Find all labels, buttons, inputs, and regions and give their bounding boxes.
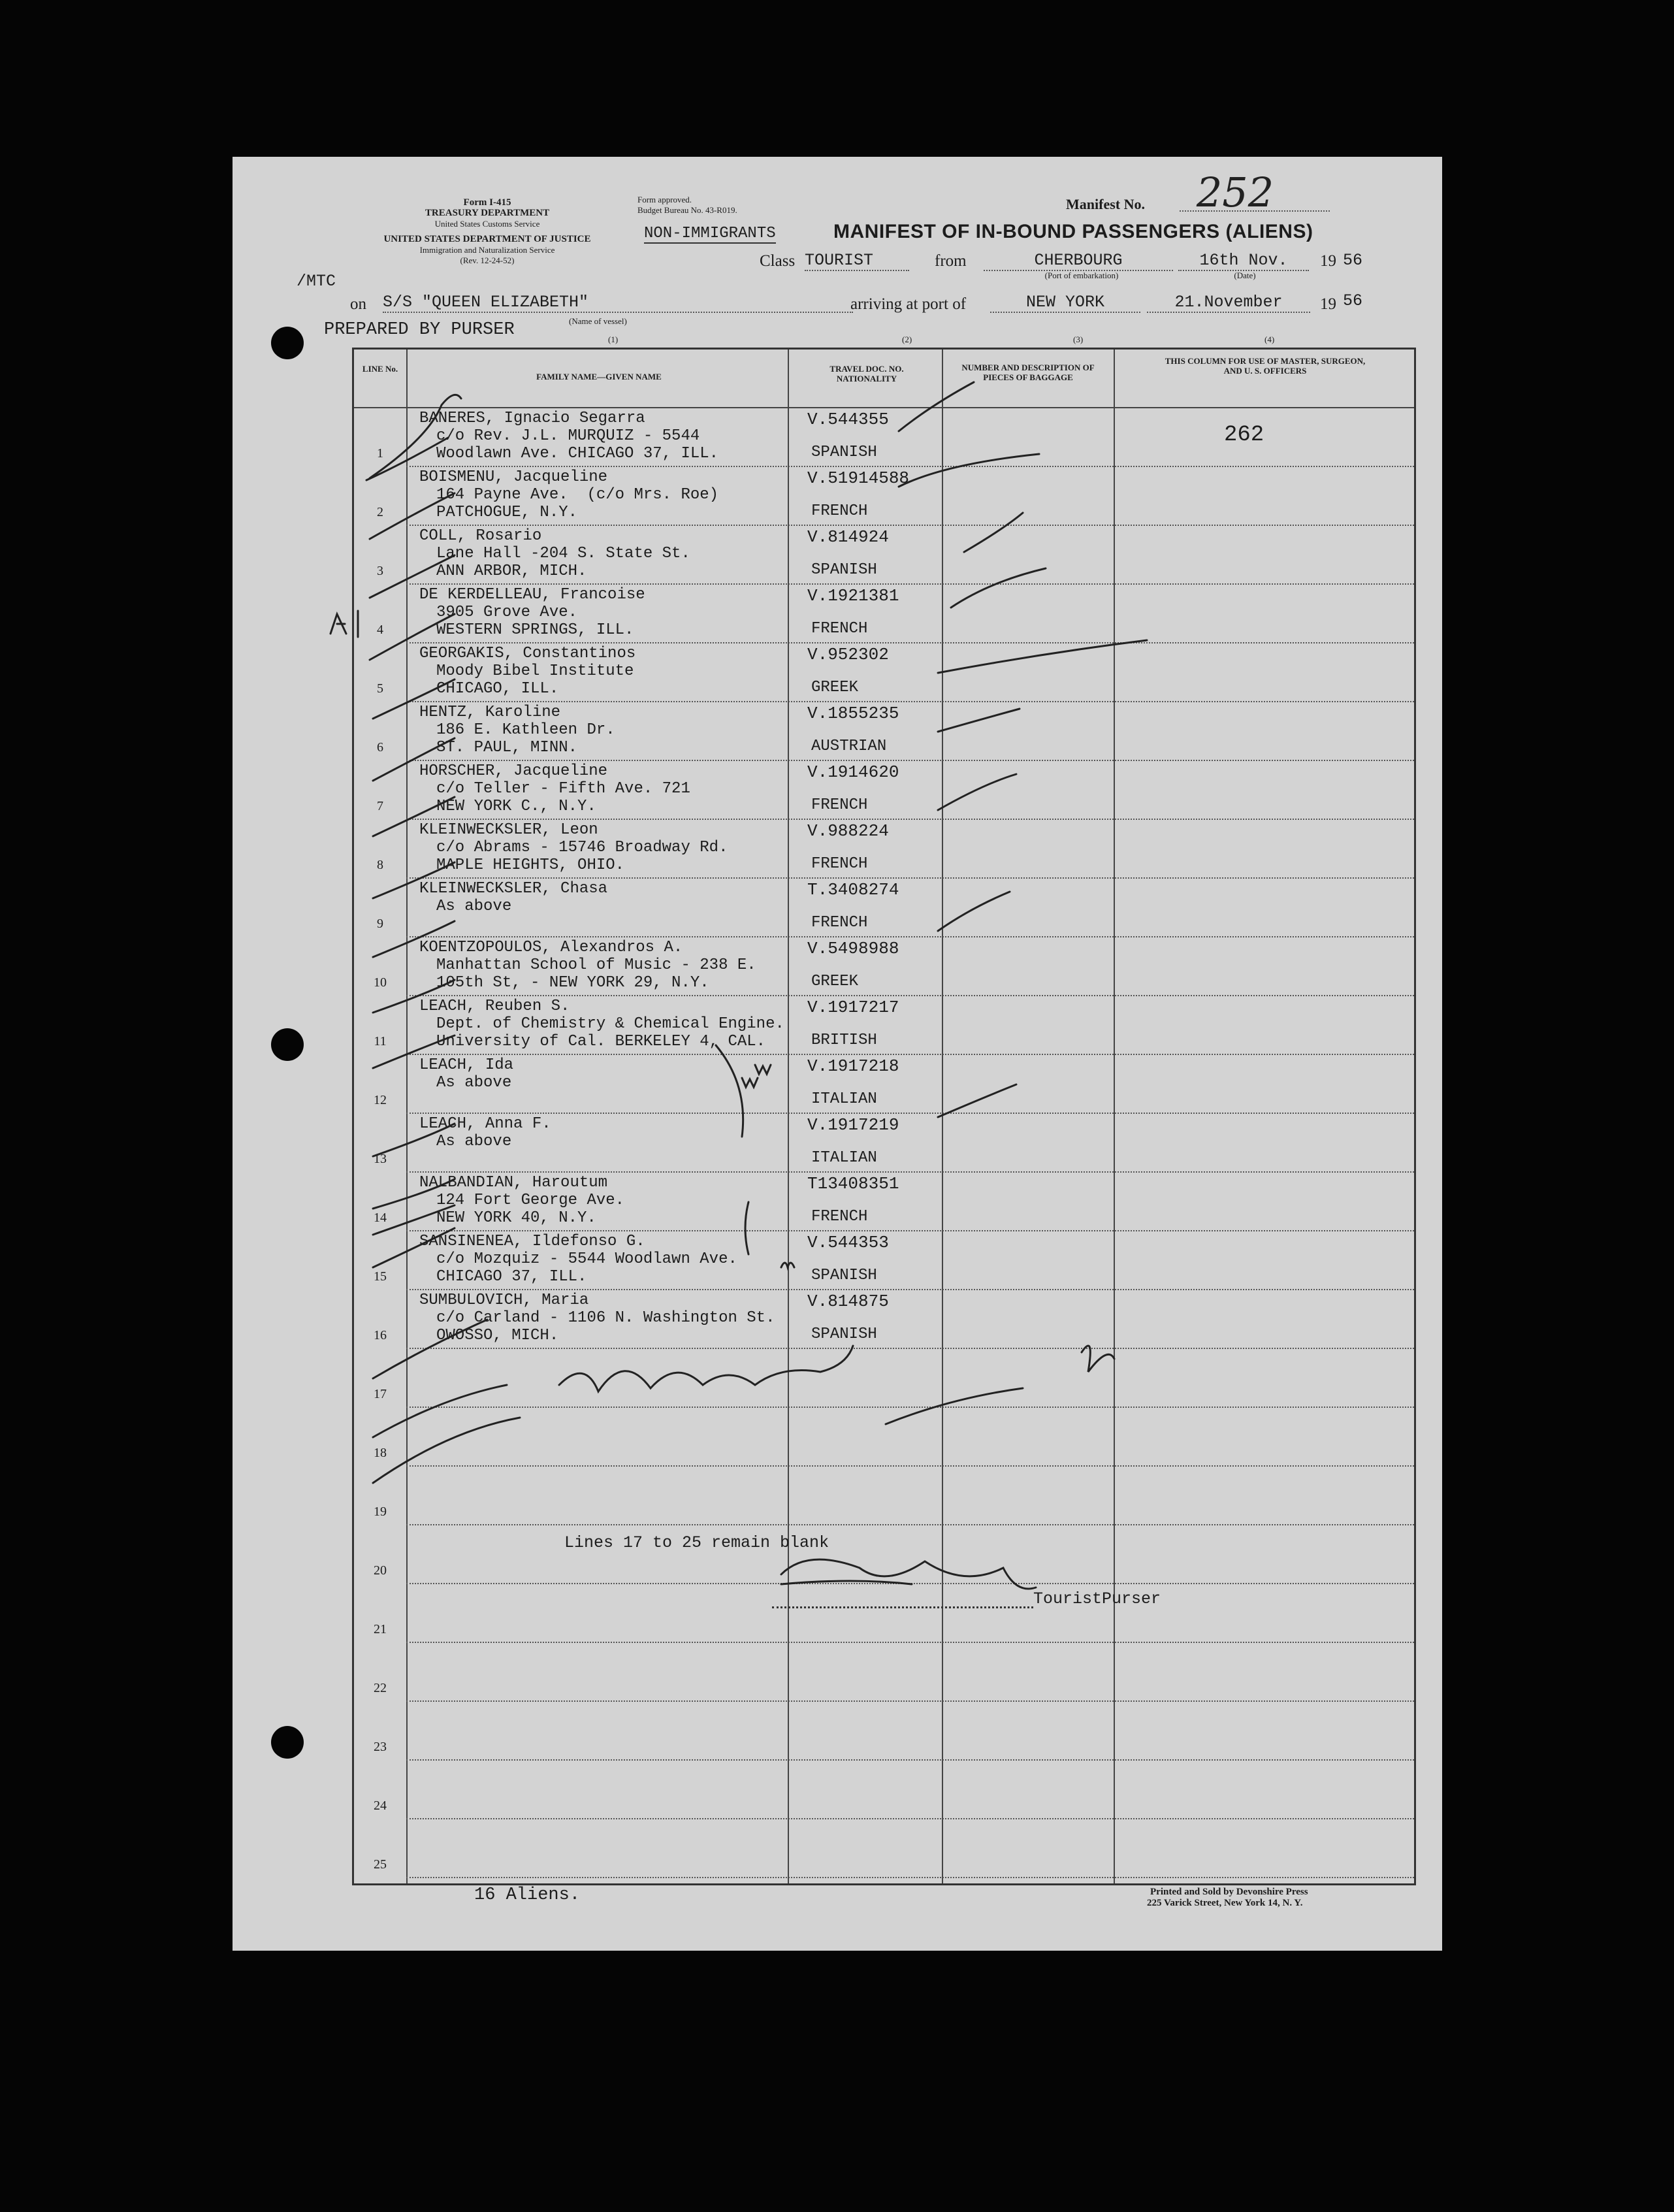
travel-doc-number: V.814924 <box>807 527 889 547</box>
prepared-by-purser: PREPARED BY PURSER <box>324 320 515 340</box>
line-number: 24 <box>374 1798 387 1813</box>
line-number: 7 <box>377 799 383 813</box>
line-number: 20 <box>374 1563 387 1578</box>
line-slash <box>373 1418 520 1483</box>
port-caption: (Port of embarkation) <box>1044 270 1119 280</box>
nationality: AUSTRIAN <box>811 738 887 755</box>
port-of-embarkation: CHERBOURG <box>984 251 1173 271</box>
passenger-name: LEACH, Reuben S. <box>419 998 570 1015</box>
passenger-address-2: NEW YORK C., N.Y. <box>436 798 596 815</box>
customs-service: United States Customs Service <box>434 219 540 229</box>
line-number: 14 <box>374 1211 387 1225</box>
line-slash <box>373 679 455 719</box>
line-number: 3 <box>377 564 383 578</box>
column-header-travel-doc: TRAVEL DOC. NO. NATIONALITY <box>829 364 904 383</box>
passenger-address-1: 124 Fort George Ave. <box>436 1192 625 1209</box>
passenger-address-2: MAPLE HEIGHTS, OHIO. <box>436 856 625 874</box>
printer-line-2: 225 Varick Street, New York 14, N. Y. <box>1147 1898 1303 1908</box>
passenger-address-1: As above <box>436 898 512 915</box>
passenger-address-1: Moody Bibel Institute <box>436 662 634 680</box>
line-number: 19 <box>374 1504 387 1519</box>
line-number: 5 <box>377 681 383 696</box>
line-number: 4 <box>377 623 383 637</box>
manifest-title: MANIFEST OF IN-BOUND PASSENGERS (ALIENS) <box>833 221 1313 242</box>
travel-doc-number: V.1917219 <box>807 1115 899 1135</box>
passenger-name: BOISMENU, Jacqueline <box>419 468 608 486</box>
purser-title: TouristPurser <box>1033 1589 1161 1608</box>
line-number: 1 <box>377 446 383 461</box>
passenger-address-2: CHICAGO 37, ILL. <box>436 1268 587 1286</box>
passenger-address-2: CHICAGO, ILL. <box>436 680 559 698</box>
vessel-caption: (Name of vessel) <box>569 316 627 326</box>
purser-signature <box>781 1559 1036 1589</box>
arrival-port: NEW YORK <box>990 293 1140 313</box>
line-slash <box>373 980 455 1013</box>
line-number: 21 <box>374 1622 387 1636</box>
passenger-name: KLEINWECKSLER, Chasa <box>419 880 608 898</box>
passenger-address-2: OWOSSO, MICH. <box>436 1327 559 1344</box>
travel-doc-number: V.1914620 <box>807 762 899 782</box>
passenger-address-2: ST. PAUL, MINN. <box>436 739 578 756</box>
passenger-address-1: Lane Hall -204 S. State St. <box>436 545 690 562</box>
line-slash <box>370 614 455 660</box>
arrival-year: 56 <box>1343 291 1363 310</box>
passenger-address-2: NEW YORK 40, N.Y. <box>436 1209 596 1227</box>
on-label: on <box>350 295 366 313</box>
passenger-address-2: Woodlawn Ave. CHICAGO 37, ILL. <box>436 445 719 463</box>
nationality: BRITISH <box>811 1032 877 1049</box>
passenger-address-1: Dept. of Chemistry & Chemical Engine. <box>436 1015 784 1033</box>
nationality: SPANISH <box>811 1267 877 1284</box>
w-mark <box>755 1065 771 1074</box>
line-number: 6 <box>377 740 383 755</box>
line-slash <box>373 738 455 781</box>
passenger-address-2: PATCHOGUE, N.Y. <box>436 504 578 521</box>
arrival-year-prefix: 19 <box>1320 295 1336 313</box>
line-slash <box>373 1179 455 1209</box>
line-slash <box>373 1385 507 1437</box>
passenger-name: KLEINWECKSLER, Leon <box>419 821 598 839</box>
travel-doc-number: V.814875 <box>807 1292 889 1311</box>
nationality: FRENCH <box>811 620 868 638</box>
line-slash <box>373 862 455 898</box>
travel-doc-number: V.1917217 <box>807 998 899 1017</box>
passenger-name: COLL, Rosario <box>419 527 542 545</box>
line-number: 8 <box>377 858 383 872</box>
mark-13 <box>745 1202 748 1254</box>
manifest-number-label: Manifest No. <box>1066 196 1145 212</box>
class-label: Class <box>760 252 796 270</box>
date-caption: (Date) <box>1234 270 1256 280</box>
departure-year: 56 <box>1343 251 1363 270</box>
passenger-address-1: 164 Payne Ave. (c/o Mrs. Roe) <box>436 486 719 504</box>
passenger-address-1: c/o Rev. J.L. MURQUIZ - 5544 <box>436 427 700 445</box>
handwritten-marks <box>233 157 1442 1951</box>
mark-11 <box>716 1045 743 1137</box>
w-mark <box>742 1078 758 1087</box>
column-header-name: FAMILY NAME—GIVEN NAME <box>536 372 662 382</box>
travel-doc-number: V.5498988 <box>807 939 899 958</box>
column-number-1: (1) <box>608 334 619 344</box>
column-number-2: (2) <box>902 334 912 344</box>
class-value: TOURIST <box>805 251 909 271</box>
line-number: 18 <box>374 1446 387 1460</box>
travel-doc-number: T.3408274 <box>807 880 899 900</box>
treasury-department: TREASURY DEPARTMENT <box>425 208 550 218</box>
line-slash <box>373 1228 455 1267</box>
nationality: FRENCH <box>811 796 868 814</box>
tick-mark <box>964 513 1023 552</box>
passenger-name: NALBANDIAN, Haroutum <box>419 1174 608 1192</box>
nationality: SPANISH <box>811 561 877 579</box>
passenger-name: LEACH, Ida <box>419 1056 514 1074</box>
tick-mark <box>938 774 1016 810</box>
column-number-4: (4) <box>1264 334 1275 344</box>
naturalization-service: Immigration and Naturalization Service <box>419 245 555 255</box>
departure-date: 16th Nov. <box>1178 251 1309 271</box>
tick-mark <box>370 395 461 478</box>
passenger-name: LEACH, Anna F. <box>419 1115 551 1133</box>
passenger-address-2: ANN ARBOR, MICH. <box>436 562 587 580</box>
n-mark <box>781 1263 794 1267</box>
travel-doc-number: V.1921381 <box>807 586 899 606</box>
passenger-address-1: As above <box>436 1133 512 1150</box>
passenger-name: SUMBULOVICH, Maria <box>419 1292 589 1309</box>
remain-blank-note: Lines 17 to 25 remain blank <box>564 1533 829 1552</box>
line-number: 25 <box>374 1857 387 1872</box>
passenger-name: SANSINENEA, Ildefonso G. <box>419 1233 645 1250</box>
line-slash <box>370 555 455 598</box>
aliens-total: 16 Aliens. <box>474 1885 581 1905</box>
passenger-address-1: c/o Abrams - 15746 Broadway Rd. <box>436 839 728 856</box>
initials-scribble <box>1082 1346 1114 1372</box>
line-number: 17 <box>374 1387 387 1401</box>
line-number: 22 <box>374 1681 387 1695</box>
nationality: ITALIAN <box>811 1090 877 1108</box>
tick-mark <box>899 454 1039 487</box>
nationality: SPANISH <box>811 444 877 461</box>
nationality: GREEK <box>811 679 859 696</box>
travel-doc-number: V.544355 <box>807 410 889 429</box>
nationality: FRENCH <box>811 1208 868 1226</box>
travel-doc-number: V.952302 <box>807 645 889 664</box>
nationality: FRENCH <box>811 502 868 520</box>
line-number: 2 <box>377 505 383 519</box>
nationality: ITALIAN <box>811 1149 877 1167</box>
tick-mark <box>938 1084 1016 1117</box>
column-number-3: (3) <box>1073 334 1084 344</box>
line-slash <box>373 797 455 836</box>
tick-mark <box>938 892 1010 931</box>
justice-department: UNITED STATES DEPARTMENT OF JUSTICE <box>383 234 591 244</box>
line-slash <box>373 1205 455 1235</box>
line-slash <box>373 1124 455 1156</box>
travel-doc-number: V.51914588 <box>807 468 910 488</box>
travel-doc-number: V.988224 <box>807 821 889 841</box>
passenger-name: HENTZ, Karoline <box>419 704 561 721</box>
arrival-date: 21.November <box>1147 293 1310 313</box>
form-approved: Form approved. <box>637 195 692 204</box>
passenger-name: DE KERDELLEAU, Francoise <box>419 586 645 604</box>
lines-signature-scribble <box>559 1346 853 1391</box>
line-slash <box>373 921 455 957</box>
passenger-address-1: c/o Teller - Fifth Ave. 721 <box>436 780 690 798</box>
line-slash <box>366 438 448 480</box>
passenger-name: HORSCHER, Jacqueline <box>419 762 608 780</box>
from-label: from <box>935 252 967 270</box>
line-number: 9 <box>377 917 383 931</box>
arriving-label: arriving at port of <box>850 295 967 313</box>
revision-date: (Rev. 12-24-52) <box>460 255 515 265</box>
passenger-address-1: 186 E. Kathleen Dr. <box>436 721 615 739</box>
line-number: 16 <box>374 1328 387 1342</box>
passenger-address-1: c/o Mozquiz - 5544 Woodlawn Ave. <box>436 1250 737 1268</box>
line-slash <box>370 493 455 539</box>
ia-mark <box>330 611 358 637</box>
passenger-name: KOENTZOPOULOS, Alexandros A. <box>419 939 683 956</box>
tick-mark <box>886 1388 1023 1424</box>
travel-doc-number: V.1855235 <box>807 704 899 723</box>
printer-line-1: Printed and Sold by Devonshire Press <box>1150 1887 1308 1897</box>
passenger-address-2: 105th St, - NEW YORK 29, N.Y. <box>436 974 709 992</box>
line-number: 23 <box>374 1740 387 1754</box>
line-number: 15 <box>374 1269 387 1284</box>
passenger-address-1: c/o Carland - 1106 N. Washington St. <box>436 1309 775 1327</box>
manifest-number-handwritten: 252 <box>1196 169 1274 216</box>
tick-mark <box>938 709 1020 732</box>
tick-mark <box>951 568 1046 608</box>
line-number: 11 <box>374 1034 387 1049</box>
line-number: 13 <box>374 1152 387 1166</box>
travel-doc-number: T13408351 <box>807 1174 899 1194</box>
budget-bureau-number: Budget Bureau No. 43-R019. <box>637 205 737 215</box>
nationality: SPANISH <box>811 1326 877 1343</box>
passenger-address-1: As above <box>436 1074 512 1092</box>
line-slash <box>373 1035 455 1068</box>
tick-mark <box>899 382 974 431</box>
nationality: GREEK <box>811 973 859 990</box>
passenger-name: GEORGAKIS, Constantinos <box>419 645 636 662</box>
travel-doc-number: V.1917218 <box>807 1056 899 1076</box>
column-header-line: LINE No. <box>362 364 398 374</box>
travel-doc-number: V.544353 <box>807 1233 889 1252</box>
officer-note: 262 <box>1224 423 1264 447</box>
nationality: FRENCH <box>811 855 868 873</box>
passenger-address-2: University of Cal. BERKELEY 4, CAL. <box>436 1033 766 1050</box>
nationality: FRENCH <box>811 914 868 932</box>
passenger-address-1: Manhattan School of Music - 238 E. <box>436 956 756 974</box>
passenger-address-1: 3905 Grove Ave. <box>436 604 578 621</box>
vessel-name: S/S "QUEEN ELIZABETH" <box>383 293 853 313</box>
line-number: 10 <box>374 975 387 990</box>
column-header-baggage: NUMBER AND DESCRIPTION OF PIECES OF BAGGAGE <box>961 363 1095 382</box>
non-immigrants-label: NON-IMMIGRANTS <box>644 225 776 242</box>
form-number: Form I-415 <box>463 197 511 208</box>
passenger-name: BANERES, Ignacio Segarra <box>419 410 645 427</box>
mtc-mark: /MTC <box>297 272 336 291</box>
line-number: 12 <box>374 1093 387 1107</box>
departure-year-prefix: 19 <box>1320 252 1336 270</box>
tick-mark <box>938 640 1147 673</box>
passenger-address-2: WESTERN SPRINGS, ILL. <box>436 621 634 639</box>
manifest-sheet <box>233 157 1442 1951</box>
column-header-officers: THIS COLUMN FOR USE OF MASTER, SURGEON, AND U. S. OFFICERS <box>1165 356 1366 376</box>
line-slash <box>373 1320 487 1378</box>
